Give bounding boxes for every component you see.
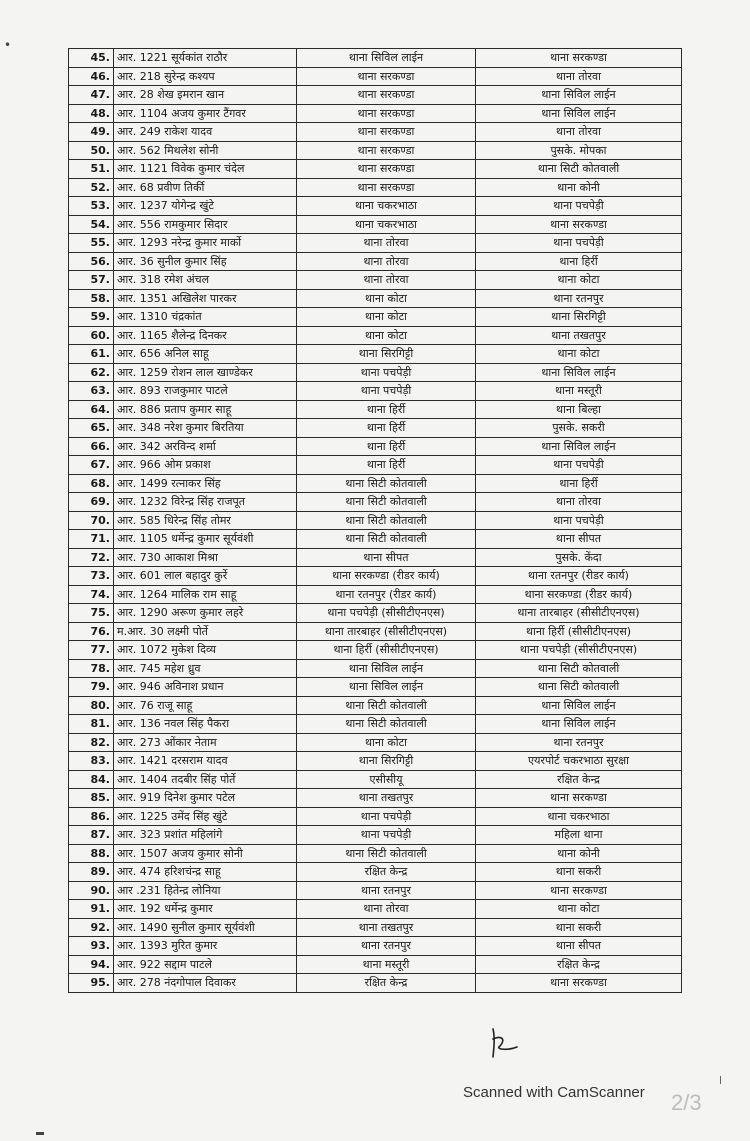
employee-name: आर. 1264 मालिक राम साहू	[114, 585, 297, 604]
new-posting: थाना सिविल लाईन	[476, 437, 682, 456]
serial-number: 46.	[69, 67, 114, 86]
serial-number: 49.	[69, 123, 114, 142]
serial-number: 70.	[69, 511, 114, 530]
table-row	[69, 789, 682, 808]
serial-number: 67.	[69, 456, 114, 475]
serial-number: 93.	[69, 937, 114, 956]
new-posting: थाना सिटी कोतवाली	[476, 659, 682, 678]
new-posting: थाना सीपत	[476, 530, 682, 549]
serial-number: 64.	[69, 400, 114, 419]
current-posting: थाना सिविल लाईन	[297, 49, 476, 68]
new-posting: थाना हिर्री	[476, 252, 682, 271]
table-row	[69, 252, 682, 271]
employee-name: आर. 249 राकेश यादव	[114, 123, 297, 142]
table-row	[69, 104, 682, 123]
table-row	[69, 67, 682, 86]
serial-number: 88.	[69, 844, 114, 863]
employee-name: आर. 192 धर्मेन्द्र कुमार	[114, 900, 297, 919]
new-posting: थाना पचपेड़ी (सीसीटीएनएस)	[476, 641, 682, 660]
employee-name: आर. 1165 शैलेन्द्र दिनकर	[114, 326, 297, 345]
employee-name: आर. 218 सुरेन्द्र कश्यप	[114, 67, 297, 86]
table-row	[69, 955, 682, 974]
new-posting: थाना सिविल लाईन	[476, 715, 682, 734]
serial-number: 73.	[69, 567, 114, 586]
serial-number: 53.	[69, 197, 114, 216]
new-posting: थाना बिल्हा	[476, 400, 682, 419]
serial-number: 56.	[69, 252, 114, 271]
new-posting: थाना तारबाहर (सीसीटीएनएस)	[476, 604, 682, 623]
table-row	[69, 752, 682, 771]
new-posting: रक्षित केन्द्र	[476, 955, 682, 974]
table-row	[69, 400, 682, 419]
employee-name: आर. 1259 रोशन लाल खाण्डेकर	[114, 363, 297, 382]
table-row	[69, 493, 682, 512]
employee-name: आर. 68 प्रवीण तिर्की	[114, 178, 297, 197]
new-posting: थाना सरकण्डा	[476, 789, 682, 808]
table-row	[69, 604, 682, 623]
table-row	[69, 770, 682, 789]
new-posting: थाना तखतपुर	[476, 326, 682, 345]
table-row	[69, 456, 682, 475]
bottom-mark	[36, 1132, 44, 1135]
edge-mark: •	[4, 38, 12, 52]
current-posting: थाना सिटी कोतवाली	[297, 493, 476, 512]
employee-name: आर. 278 नंदगोपाल दिवाकर	[114, 974, 297, 993]
serial-number: 62.	[69, 363, 114, 382]
table-row	[69, 863, 682, 882]
serial-number: 60.	[69, 326, 114, 345]
employee-name: आर. 1104 अजय कुमार टैंगवर	[114, 104, 297, 123]
table-row	[69, 178, 682, 197]
current-posting: थाना चकरभाठा	[297, 197, 476, 216]
serial-number: 72.	[69, 548, 114, 567]
serial-number: 52.	[69, 178, 114, 197]
new-posting: थाना कोनी	[476, 178, 682, 197]
new-posting: थाना तोरवा	[476, 67, 682, 86]
transfer-table	[68, 48, 682, 993]
serial-number: 71.	[69, 530, 114, 549]
current-posting: थाना हिर्री (सीसीटीएनएस)	[297, 641, 476, 660]
transfer-table-body	[69, 49, 682, 993]
table-row	[69, 659, 682, 678]
camscanner-watermark: Scanned with CamScanner	[463, 1084, 645, 1101]
new-posting: थाना तोरवा	[476, 123, 682, 142]
new-posting: थाना हिर्री	[476, 474, 682, 493]
new-posting: थाना सिटी कोतवाली	[476, 160, 682, 179]
employee-name: आर. 1507 अजय कुमार सोनी	[114, 844, 297, 863]
new-posting: थाना चकरभाठा	[476, 807, 682, 826]
serial-number: 92.	[69, 918, 114, 937]
current-posting: थाना सिटी कोतवाली	[297, 530, 476, 549]
signature-icon	[485, 1025, 525, 1065]
current-posting: थाना पचपेड़ी	[297, 363, 476, 382]
current-posting: थाना तोरवा	[297, 900, 476, 919]
serial-number: 65.	[69, 419, 114, 438]
current-posting: थाना सरकण्डा (रीडर कार्य)	[297, 567, 476, 586]
table-row	[69, 733, 682, 752]
table-row	[69, 622, 682, 641]
serial-number: 54.	[69, 215, 114, 234]
current-posting: थाना कोटा	[297, 733, 476, 752]
table-row	[69, 511, 682, 530]
serial-number: 87.	[69, 826, 114, 845]
current-posting: थाना तखतपुर	[297, 789, 476, 808]
current-posting: थाना तोरवा	[297, 271, 476, 290]
new-posting: थाना पचपेड़ी	[476, 197, 682, 216]
employee-name: आर. 28 शेख इमरान खान	[114, 86, 297, 105]
new-posting: थाना सिविल लाईन	[476, 363, 682, 382]
employee-name: आर. 348 नरेश कुमार बिरतिया	[114, 419, 297, 438]
current-posting: थाना हिर्री	[297, 400, 476, 419]
new-posting: पुसके. मोपका	[476, 141, 682, 160]
serial-number: 63.	[69, 382, 114, 401]
current-posting: थाना तोरवा	[297, 234, 476, 253]
new-posting: थाना रतनपुर (रीडर कार्य)	[476, 567, 682, 586]
serial-number: 58.	[69, 289, 114, 308]
current-posting: रक्षित केन्द्र	[297, 974, 476, 993]
current-posting: थाना सिटी कोतवाली	[297, 844, 476, 863]
serial-number: 79.	[69, 678, 114, 697]
employee-name: आर. 1404 तदबीर सिंह पोर्ते	[114, 770, 297, 789]
table-row	[69, 86, 682, 105]
serial-number: 82.	[69, 733, 114, 752]
current-posting: थाना कोटा	[297, 326, 476, 345]
table-row	[69, 271, 682, 290]
table-row	[69, 382, 682, 401]
new-posting: थाना सिरगिट्टी	[476, 308, 682, 327]
employee-name: आर. 919 दिनेश कुमार पटेल	[114, 789, 297, 808]
serial-number: 78.	[69, 659, 114, 678]
current-posting: थाना रतनपुर (रीडर कार्य)	[297, 585, 476, 604]
table-row	[69, 715, 682, 734]
serial-number: 55.	[69, 234, 114, 253]
table-row	[69, 308, 682, 327]
employee-name: आर. 1072 मुकेश दिव्य	[114, 641, 297, 660]
current-posting: थाना सरकण्डा	[297, 160, 476, 179]
page-number: 2/3	[671, 1090, 702, 1115]
current-posting: थाना सिरगिट्टी	[297, 752, 476, 771]
new-posting: एयरपोर्ट चकरभाठा सुरक्षा	[476, 752, 682, 771]
employee-name: आर. 562 मिथलेश सोनी	[114, 141, 297, 160]
new-posting: थाना कोटा	[476, 271, 682, 290]
new-posting: थाना सीपत	[476, 937, 682, 956]
current-posting: थाना तारबाहर (सीसीटीएनएस)	[297, 622, 476, 641]
serial-number: 57.	[69, 271, 114, 290]
employee-name: आर. 730 आकाश मिश्रा	[114, 548, 297, 567]
current-posting: थाना रतनपुर	[297, 937, 476, 956]
table-row	[69, 141, 682, 160]
current-posting: थाना सरकण्डा	[297, 123, 476, 142]
employee-name: आर. 1225 उमेंद सिंह खुंटे	[114, 807, 297, 826]
serial-number: 66.	[69, 437, 114, 456]
current-posting: थाना चकरभाठा	[297, 215, 476, 234]
serial-number: 83.	[69, 752, 114, 771]
current-posting: थाना कोटा	[297, 289, 476, 308]
current-posting: थाना सरकण्डा	[297, 141, 476, 160]
new-posting: थाना कोटा	[476, 345, 682, 364]
employee-name: आर. 585 धिरेन्द्र सिंह तोमर	[114, 511, 297, 530]
serial-number: 61.	[69, 345, 114, 364]
table-row	[69, 678, 682, 697]
employee-name: आर. 886 प्रताप कुमार साहू	[114, 400, 297, 419]
serial-number: 89.	[69, 863, 114, 882]
current-posting: थाना तोरवा	[297, 252, 476, 271]
new-posting: थाना पचपेड़ी	[476, 234, 682, 253]
employee-name: आर. 1290 अरूण कुमार लहरे	[114, 604, 297, 623]
current-posting: थाना सिविल लाईन	[297, 659, 476, 678]
employee-name: आर. 1499 रत्नाकर सिंह	[114, 474, 297, 493]
current-posting: थाना तखतपुर	[297, 918, 476, 937]
new-posting: थाना पचपेड़ी	[476, 456, 682, 475]
table-row	[69, 918, 682, 937]
serial-number: 47.	[69, 86, 114, 105]
serial-number: 76.	[69, 622, 114, 641]
serial-number: 69.	[69, 493, 114, 512]
employee-name: आर. 1232 विरेन्द्र सिंह राजपूत	[114, 493, 297, 512]
serial-number: 95.	[69, 974, 114, 993]
current-posting: थाना सरकण्डा	[297, 178, 476, 197]
new-posting: थाना सरकण्डा	[476, 49, 682, 68]
table-row	[69, 197, 682, 216]
current-posting: थाना सरकण्डा	[297, 86, 476, 105]
employee-name: आर. 474 हरिशचंन्द्र साहू	[114, 863, 297, 882]
employee-name: आर. 656 अनिल साहू	[114, 345, 297, 364]
employee-name: आर. 1293 नरेन्द्र कुमार मार्को	[114, 234, 297, 253]
current-posting: थाना पचपेड़ी	[297, 826, 476, 845]
current-posting: थाना मस्तूरी	[297, 955, 476, 974]
serial-number: 48.	[69, 104, 114, 123]
employee-name: आर. 946 अविनाश प्रधान	[114, 678, 297, 697]
table-row	[69, 844, 682, 863]
table-row	[69, 807, 682, 826]
table-row	[69, 937, 682, 956]
current-posting: थाना सिविल लाईन	[297, 678, 476, 697]
new-posting: थाना तोरवा	[476, 493, 682, 512]
new-posting: थाना सरकण्डा	[476, 881, 682, 900]
current-posting: थाना सिटी कोतवाली	[297, 474, 476, 493]
employee-name: आर. 1237 योगेन्द्र खुंटे	[114, 197, 297, 216]
serial-number: 45.	[69, 49, 114, 68]
employee-name: आर. 273 ओंकार नेताम	[114, 733, 297, 752]
employee-name: आर .231 हितेन्द्र लोनिया	[114, 881, 297, 900]
table-row	[69, 900, 682, 919]
employee-name: आर. 601 लाल बहादुर कुर्रे	[114, 567, 297, 586]
employee-name: आर. 745 महेश ध्रुव	[114, 659, 297, 678]
serial-number: 68.	[69, 474, 114, 493]
new-posting: थाना कोटा	[476, 900, 682, 919]
table-row	[69, 641, 682, 660]
current-posting: थाना पचपेड़ी	[297, 807, 476, 826]
new-posting: थाना सरकण्डा	[476, 974, 682, 993]
table-row	[69, 974, 682, 993]
new-posting: पुसके. केंदा	[476, 548, 682, 567]
serial-number: 80.	[69, 696, 114, 715]
new-posting: थाना सिविल लाईन	[476, 104, 682, 123]
new-posting: थाना मस्तूरी	[476, 382, 682, 401]
employee-name: आर. 893 राजकुमार पाटले	[114, 382, 297, 401]
current-posting: थाना पचपेड़ी	[297, 382, 476, 401]
serial-number: 85.	[69, 789, 114, 808]
new-posting: पुसके. सकरी	[476, 419, 682, 438]
table-row	[69, 530, 682, 549]
table-row	[69, 326, 682, 345]
new-posting: थाना सिविल लाईन	[476, 86, 682, 105]
employee-name: आर. 36 सुनील कुमार सिंह	[114, 252, 297, 271]
employee-name: आर. 1421 दरसराम यादव	[114, 752, 297, 771]
new-posting: थाना सिविल लाईन	[476, 696, 682, 715]
table-row	[69, 474, 682, 493]
employee-name: आर. 323 प्रशांत महिलांगे	[114, 826, 297, 845]
new-posting: थाना रतनपुर	[476, 289, 682, 308]
current-posting: थाना हिर्री	[297, 437, 476, 456]
new-posting: रक्षित केन्द्र	[476, 770, 682, 789]
new-posting: थाना पचपेड़ी	[476, 511, 682, 530]
serial-number: 90.	[69, 881, 114, 900]
serial-number: 81.	[69, 715, 114, 734]
current-posting: थाना सिटी कोतवाली	[297, 715, 476, 734]
employee-name: म.आर. 30 लक्ष्मी पोर्ते	[114, 622, 297, 641]
current-posting: थाना कोटा	[297, 308, 476, 327]
current-posting: रक्षित केन्द्र	[297, 863, 476, 882]
table-row	[69, 345, 682, 364]
current-posting: थाना सीपत	[297, 548, 476, 567]
table-row	[69, 696, 682, 715]
table-row	[69, 567, 682, 586]
serial-number: 86.	[69, 807, 114, 826]
employee-name: आर. 1393 मुरित कुमार	[114, 937, 297, 956]
employee-name: आर. 1121 विवेक कुमार चंदेल	[114, 160, 297, 179]
employee-name: आर. 76 राजू साहू	[114, 696, 297, 715]
employee-name: आर. 1221 सूर्यकांत राठौर	[114, 49, 297, 68]
current-posting: थाना सिटी कोतवाली	[297, 696, 476, 715]
serial-number: 91.	[69, 900, 114, 919]
employee-name: आर. 342 अरविन्द शर्मा	[114, 437, 297, 456]
new-posting: थाना रतनपुर	[476, 733, 682, 752]
table-row	[69, 363, 682, 382]
serial-number: 50.	[69, 141, 114, 160]
new-posting: थाना कोनी	[476, 844, 682, 863]
serial-number: 74.	[69, 585, 114, 604]
table-row	[69, 585, 682, 604]
employee-name: आर. 556 रामकुमार सिदार	[114, 215, 297, 234]
edge-tick	[720, 1076, 721, 1084]
new-posting: थाना सकरी	[476, 863, 682, 882]
table-row	[69, 826, 682, 845]
table-row	[69, 49, 682, 68]
new-posting: महिला थाना	[476, 826, 682, 845]
employee-name: आर. 922 सद्दाम पाटले	[114, 955, 297, 974]
current-posting: थाना सिटी कोतवाली	[297, 511, 476, 530]
new-posting: थाना सिटी कोतवाली	[476, 678, 682, 697]
table-row	[69, 419, 682, 438]
table-row	[69, 289, 682, 308]
table-row	[69, 234, 682, 253]
current-posting: थाना सिरगिट्टी	[297, 345, 476, 364]
employee-name: आर. 136 नवल सिंह पैकरा	[114, 715, 297, 734]
employee-name: आर. 1490 सुनील कुमार सूर्यवंशी	[114, 918, 297, 937]
serial-number: 94.	[69, 955, 114, 974]
current-posting: थाना हिर्री	[297, 419, 476, 438]
new-posting: थाना हिर्री (सीसीटीएनएस)	[476, 622, 682, 641]
employee-name: आर. 318 रमेश अंचल	[114, 271, 297, 290]
employee-name: आर. 1310 चंद्रकांत	[114, 308, 297, 327]
current-posting: थाना सरकण्डा	[297, 104, 476, 123]
table-row	[69, 881, 682, 900]
serial-number: 51.	[69, 160, 114, 179]
new-posting: थाना सरकण्डा	[476, 215, 682, 234]
employee-name: आर. 1351 अखिलेश पारकर	[114, 289, 297, 308]
serial-number: 75.	[69, 604, 114, 623]
current-posting: एसीसीयू	[297, 770, 476, 789]
serial-number: 59.	[69, 308, 114, 327]
table-row	[69, 548, 682, 567]
employee-name: आर. 966 ओम प्रकाश	[114, 456, 297, 475]
table-row	[69, 437, 682, 456]
serial-number: 84.	[69, 770, 114, 789]
new-posting: थाना सरकण्डा (रीडर कार्य)	[476, 585, 682, 604]
current-posting: थाना हिर्री	[297, 456, 476, 475]
new-posting: थाना सकरी	[476, 918, 682, 937]
current-posting: थाना पचपेड़ी (सीसीटीएनएस)	[297, 604, 476, 623]
table-row	[69, 123, 682, 142]
current-posting: थाना सरकण्डा	[297, 67, 476, 86]
current-posting: थाना रतनपुर	[297, 881, 476, 900]
table-row	[69, 160, 682, 179]
table-row	[69, 215, 682, 234]
employee-name: आर. 1105 धर्मेन्द्र कुमार सूर्यवंशी	[114, 530, 297, 549]
serial-number: 77.	[69, 641, 114, 660]
